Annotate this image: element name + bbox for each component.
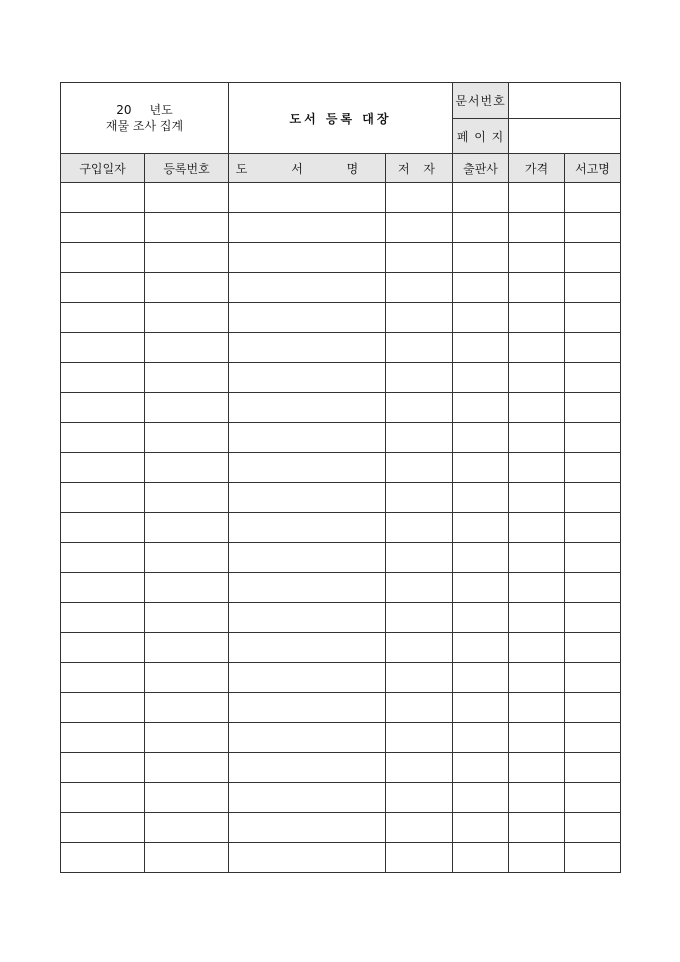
cell-author[interactable] [386,393,453,423]
cell-author[interactable] [386,273,453,303]
cell-shelf-name[interactable] [565,273,621,303]
table-row [61,423,621,453]
cell-purchase-date[interactable] [61,573,145,603]
cell-shelf-name[interactable] [565,363,621,393]
year-subtitle-cell [61,83,229,154]
cell-price[interactable] [509,693,565,723]
cell-book-title[interactable] [229,513,386,543]
cell-reg-number[interactable] [145,183,229,213]
cell-author[interactable] [386,363,453,393]
cell-reg-number[interactable] [145,513,229,543]
cell-price[interactable] [509,393,565,423]
cell-reg-number[interactable] [145,693,229,723]
cell-purchase-date[interactable] [61,393,145,423]
cell-author[interactable] [386,183,453,213]
cell-book-title[interactable] [229,363,386,393]
cell-author[interactable] [386,213,453,243]
table-row [61,243,621,273]
cell-price[interactable] [509,453,565,483]
cell-shelf-name[interactable] [565,453,621,483]
cell-author[interactable] [386,633,453,663]
cell-publisher[interactable] [453,393,509,423]
cell-book-title[interactable] [229,843,386,873]
cell-reg-number[interactable] [145,543,229,573]
subtitle: 재물 조사 집계 [105,119,184,133]
year-suffix: 년도 [149,103,173,117]
cell-publisher[interactable] [453,753,509,783]
cell-book-title[interactable] [229,303,386,333]
cell-reg-number[interactable] [145,213,229,243]
cell-publisher[interactable] [453,813,509,843]
cell-book-title[interactable] [229,573,386,603]
cell-publisher[interactable] [453,633,509,663]
cell-price[interactable] [509,333,565,363]
cell-reg-number[interactable] [145,783,229,813]
cell-price[interactable] [509,813,565,843]
table-row [61,363,621,393]
cell-price[interactable] [509,573,565,603]
cell-purchase-date[interactable] [61,753,145,783]
cell-reg-number[interactable] [145,843,229,873]
cell-book-title[interactable] [229,183,386,213]
cell-book-title[interactable] [229,483,386,513]
cell-purchase-date[interactable] [61,843,145,873]
cell-shelf-name[interactable] [565,393,621,423]
cell-price[interactable] [509,363,565,393]
cell-shelf-name[interactable] [565,423,621,453]
cell-shelf-name[interactable] [565,483,621,513]
table-row [61,723,621,753]
cell-reg-number[interactable] [145,363,229,393]
book-registration-ledger [60,82,621,873]
cell-reg-number[interactable] [145,633,229,663]
col-publisher: 출판사 [453,154,509,183]
cell-book-title[interactable] [229,423,386,453]
col-reg-number: 등록번호 [145,154,229,183]
cell-purchase-date[interactable] [61,513,145,543]
table-row [61,843,621,873]
cell-reg-number[interactable] [145,333,229,363]
cell-shelf-name[interactable] [565,243,621,273]
cell-book-title[interactable] [229,333,386,363]
cell-author[interactable] [386,543,453,573]
cell-reg-number[interactable] [145,813,229,843]
page-field[interactable] [509,119,621,154]
ledger-body [61,183,621,873]
cell-publisher[interactable] [453,273,509,303]
cell-shelf-name[interactable] [565,843,621,873]
cell-price[interactable] [509,663,565,693]
cell-reg-number[interactable] [145,723,229,753]
cell-price[interactable] [509,543,565,573]
cell-publisher[interactable] [453,573,509,603]
cell-reg-number[interactable] [145,663,229,693]
cell-author[interactable] [386,753,453,783]
cell-price[interactable] [509,753,565,783]
cell-purchase-date[interactable] [61,483,145,513]
cell-reg-number[interactable] [145,303,229,333]
cell-purchase-date[interactable] [61,303,145,333]
table-row [61,783,621,813]
cell-reg-number[interactable] [145,243,229,273]
cell-shelf-name[interactable] [565,783,621,813]
doc-number-field[interactable] [509,83,621,119]
cell-author[interactable] [386,243,453,273]
year-prefix: 20 [116,103,132,117]
table-row [61,663,621,693]
cell-book-title[interactable] [229,453,386,483]
cell-book-title[interactable] [229,783,386,813]
col-shelf-name: 서고명 [565,154,621,183]
cell-price[interactable] [509,603,565,633]
cell-shelf-name[interactable] [565,813,621,843]
cell-purchase-date[interactable] [61,633,145,663]
cell-reg-number[interactable] [145,573,229,603]
cell-shelf-name[interactable] [565,213,621,243]
cell-price[interactable] [509,303,565,333]
cell-price[interactable] [509,513,565,543]
cell-publisher[interactable] [453,663,509,693]
table-row [61,393,621,423]
cell-price[interactable] [509,783,565,813]
cell-publisher[interactable] [453,483,509,513]
table-row [61,573,621,603]
cell-purchase-date[interactable] [61,243,145,273]
table-row [61,183,621,213]
cell-book-title[interactable] [229,603,386,633]
cell-book-title[interactable] [229,663,386,693]
cell-purchase-date[interactable] [61,603,145,633]
cell-publisher[interactable] [453,543,509,573]
cell-purchase-date[interactable] [61,813,145,843]
cell-reg-number[interactable] [145,453,229,483]
cell-publisher[interactable] [453,513,509,543]
cell-price[interactable] [509,183,565,213]
cell-publisher[interactable] [453,423,509,453]
cell-publisher[interactable] [453,333,509,363]
cell-purchase-date[interactable] [61,543,145,573]
cell-author[interactable] [386,813,453,843]
table-row [61,333,621,363]
cell-shelf-name[interactable] [565,303,621,333]
cell-reg-number[interactable] [145,423,229,453]
col-book-title: 도 서 명 [229,154,386,183]
col-author: 저 자 [386,154,453,183]
cell-shelf-name[interactable] [565,633,621,663]
cell-shelf-name[interactable] [565,603,621,633]
cell-publisher[interactable] [453,183,509,213]
cell-purchase-date[interactable] [61,453,145,483]
cell-shelf-name[interactable] [565,543,621,573]
cell-reg-number[interactable] [145,273,229,303]
cell-reg-number[interactable] [145,603,229,633]
cell-publisher[interactable] [453,843,509,873]
cell-author[interactable] [386,573,453,603]
col-price: 가격 [509,154,565,183]
cell-book-title[interactable] [229,243,386,273]
table-row [61,753,621,783]
cell-purchase-date[interactable] [61,333,145,363]
cell-shelf-name[interactable] [565,663,621,693]
table-row [61,633,621,663]
cell-price[interactable] [509,843,565,873]
column-header-row [61,154,621,183]
cell-book-title[interactable] [229,723,386,753]
cell-shelf-name[interactable] [565,513,621,543]
cell-purchase-date[interactable] [61,783,145,813]
cell-book-title[interactable] [229,543,386,573]
cell-book-title[interactable] [229,633,386,663]
cell-author[interactable] [386,333,453,363]
cell-publisher[interactable] [453,783,509,813]
cell-author[interactable] [386,723,453,753]
cell-purchase-date[interactable] [61,183,145,213]
cell-price[interactable] [509,243,565,273]
page-label: 페 이 지 [453,119,509,154]
cell-publisher[interactable] [453,603,509,633]
cell-reg-number[interactable] [145,753,229,783]
table-row [61,693,621,723]
cell-publisher[interactable] [453,693,509,723]
cell-shelf-name[interactable] [565,573,621,603]
cell-book-title[interactable] [229,393,386,423]
cell-author[interactable] [386,303,453,333]
cell-price[interactable] [509,723,565,753]
table-row [61,603,621,633]
cell-book-title[interactable] [229,813,386,843]
table-row [61,453,621,483]
cell-shelf-name[interactable] [565,183,621,213]
table-row [61,273,621,303]
cell-author[interactable] [386,843,453,873]
cell-reg-number[interactable] [145,393,229,423]
cell-publisher[interactable] [453,303,509,333]
cell-shelf-name[interactable] [565,753,621,783]
doc-number-label: 문서번호 [453,83,509,119]
cell-shelf-name[interactable] [565,333,621,363]
cell-purchase-date[interactable] [61,273,145,303]
col-purchase-date: 구입일자 [61,154,145,183]
cell-shelf-name[interactable] [565,723,621,753]
cell-purchase-date[interactable] [61,213,145,243]
cell-price[interactable] [509,423,565,453]
table-row [61,813,621,843]
table-row [61,513,621,543]
cell-purchase-date[interactable] [61,693,145,723]
cell-price[interactable] [509,633,565,663]
cell-book-title[interactable] [229,693,386,723]
page-title: 도서 등록 대장 [229,83,453,154]
cell-author[interactable] [386,513,453,543]
cell-publisher[interactable] [453,243,509,273]
table-row [61,543,621,573]
table-row [61,303,621,333]
cell-book-title[interactable] [229,213,386,243]
cell-purchase-date[interactable] [61,423,145,453]
cell-shelf-name[interactable] [565,693,621,723]
cell-author[interactable] [386,783,453,813]
table-row [61,483,621,513]
table-row [61,213,621,243]
cell-publisher[interactable] [453,363,509,393]
cell-author[interactable] [386,453,453,483]
cell-reg-number[interactable] [145,483,229,513]
year-line [61,102,228,118]
cell-price[interactable] [509,273,565,303]
cell-publisher[interactable] [453,453,509,483]
cell-purchase-date[interactable] [61,723,145,753]
cell-author[interactable] [386,693,453,723]
cell-price[interactable] [509,483,565,513]
cell-book-title[interactable] [229,753,386,783]
cell-book-title[interactable] [229,273,386,303]
cell-publisher[interactable] [453,723,509,753]
cell-price[interactable] [509,213,565,243]
cell-author[interactable] [386,483,453,513]
cell-author[interactable] [386,423,453,453]
cell-author[interactable] [386,603,453,633]
cell-publisher[interactable] [453,213,509,243]
cell-purchase-date[interactable] [61,363,145,393]
cell-purchase-date[interactable] [61,663,145,693]
cell-author[interactable] [386,663,453,693]
